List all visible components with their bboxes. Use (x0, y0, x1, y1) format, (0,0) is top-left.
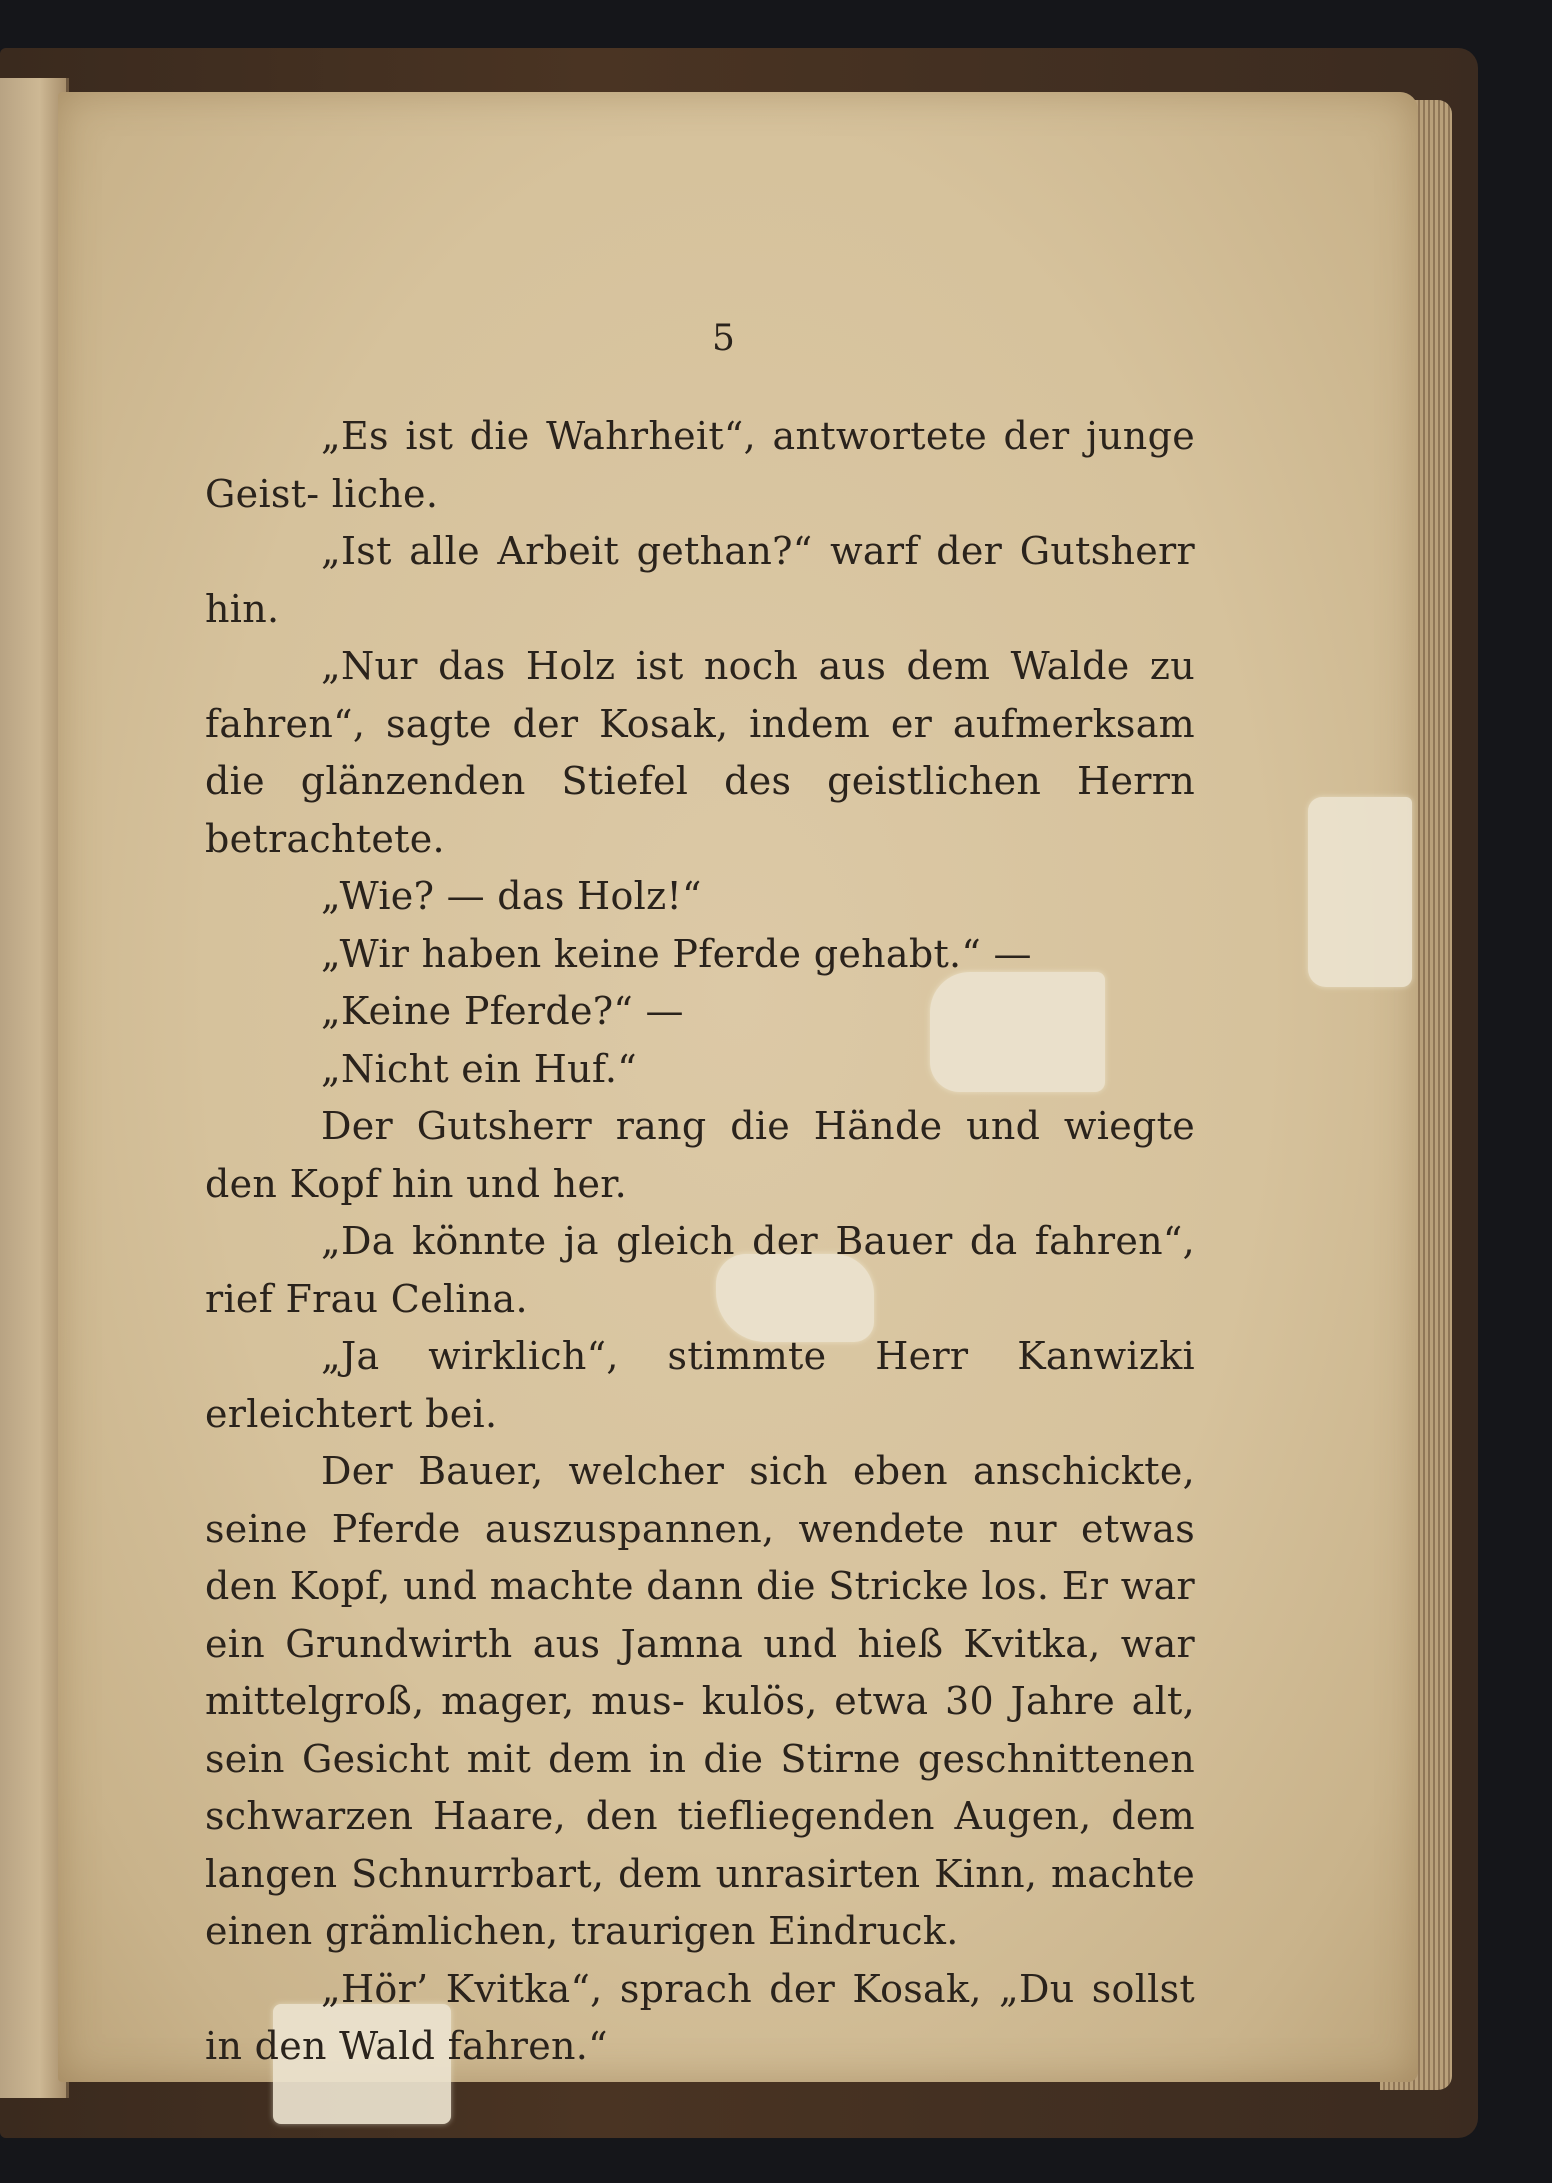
paper-repair-patch (1308, 797, 1412, 987)
page-body-text (205, 408, 1195, 2076)
paragraph: „Nicht ein Huf.“ (321, 1046, 638, 1091)
paragraph: „Es ist die Wahrheit“, antwortete der junge Geist- liche. (205, 414, 1195, 516)
paragraph: Der Gutsherr rang die Hände und wiegte den Kopf hin und her. (205, 1104, 1195, 1206)
paragraph: Der Bauer, welcher sich eben anschickte, seine Pferde auszuspannen, wendete nur etwas den Kopf, und machte dann die Stricke los. Er war ein Grundwirth aus Jamna und hieß Kvitka, war mittelgroß, mager, mus- kulös, etwa 30 Jahre alt, sein Gesicht mit dem in die Stirne geschnittenen schwarzen Haare, den tiefliegenden Augen, dem langen Schnurrbart, dem unrasirten Kinn, machte einen grämlichen, traurigen Eindruck. (205, 1449, 1195, 1953)
paragraph: „Da könnte ja gleich der Bauer da fahren“, rief Frau Celina. (205, 1219, 1195, 1321)
paragraph: „Nur das Holz ist noch aus dem Walde zu fahren“, sagte der Kosak, indem er aufmerksam die glänzenden Stiefel des geistlichen Herrn betrachtete. (205, 644, 1195, 861)
paragraph: „Hör’ Kvitka“, sprach der Kosak, „Du sollst in den Wald fahren.“ (205, 1966, 1195, 2068)
page-number: 5 (712, 318, 735, 359)
paragraph: „Keine Pferde?“ — (321, 989, 684, 1033)
paragraph: „Ja wirklich“, stimmte Herr Kanwizki erleichtert bei. (205, 1334, 1195, 1436)
paragraph: „Wie? — das Holz!“ (321, 874, 702, 918)
paragraph: „Wir haben keine Pferde gehabt.“ — (321, 931, 1032, 976)
paragraph: „Ist alle Arbeit gethan?“ warf der Gutsherr hin. (205, 529, 1195, 631)
